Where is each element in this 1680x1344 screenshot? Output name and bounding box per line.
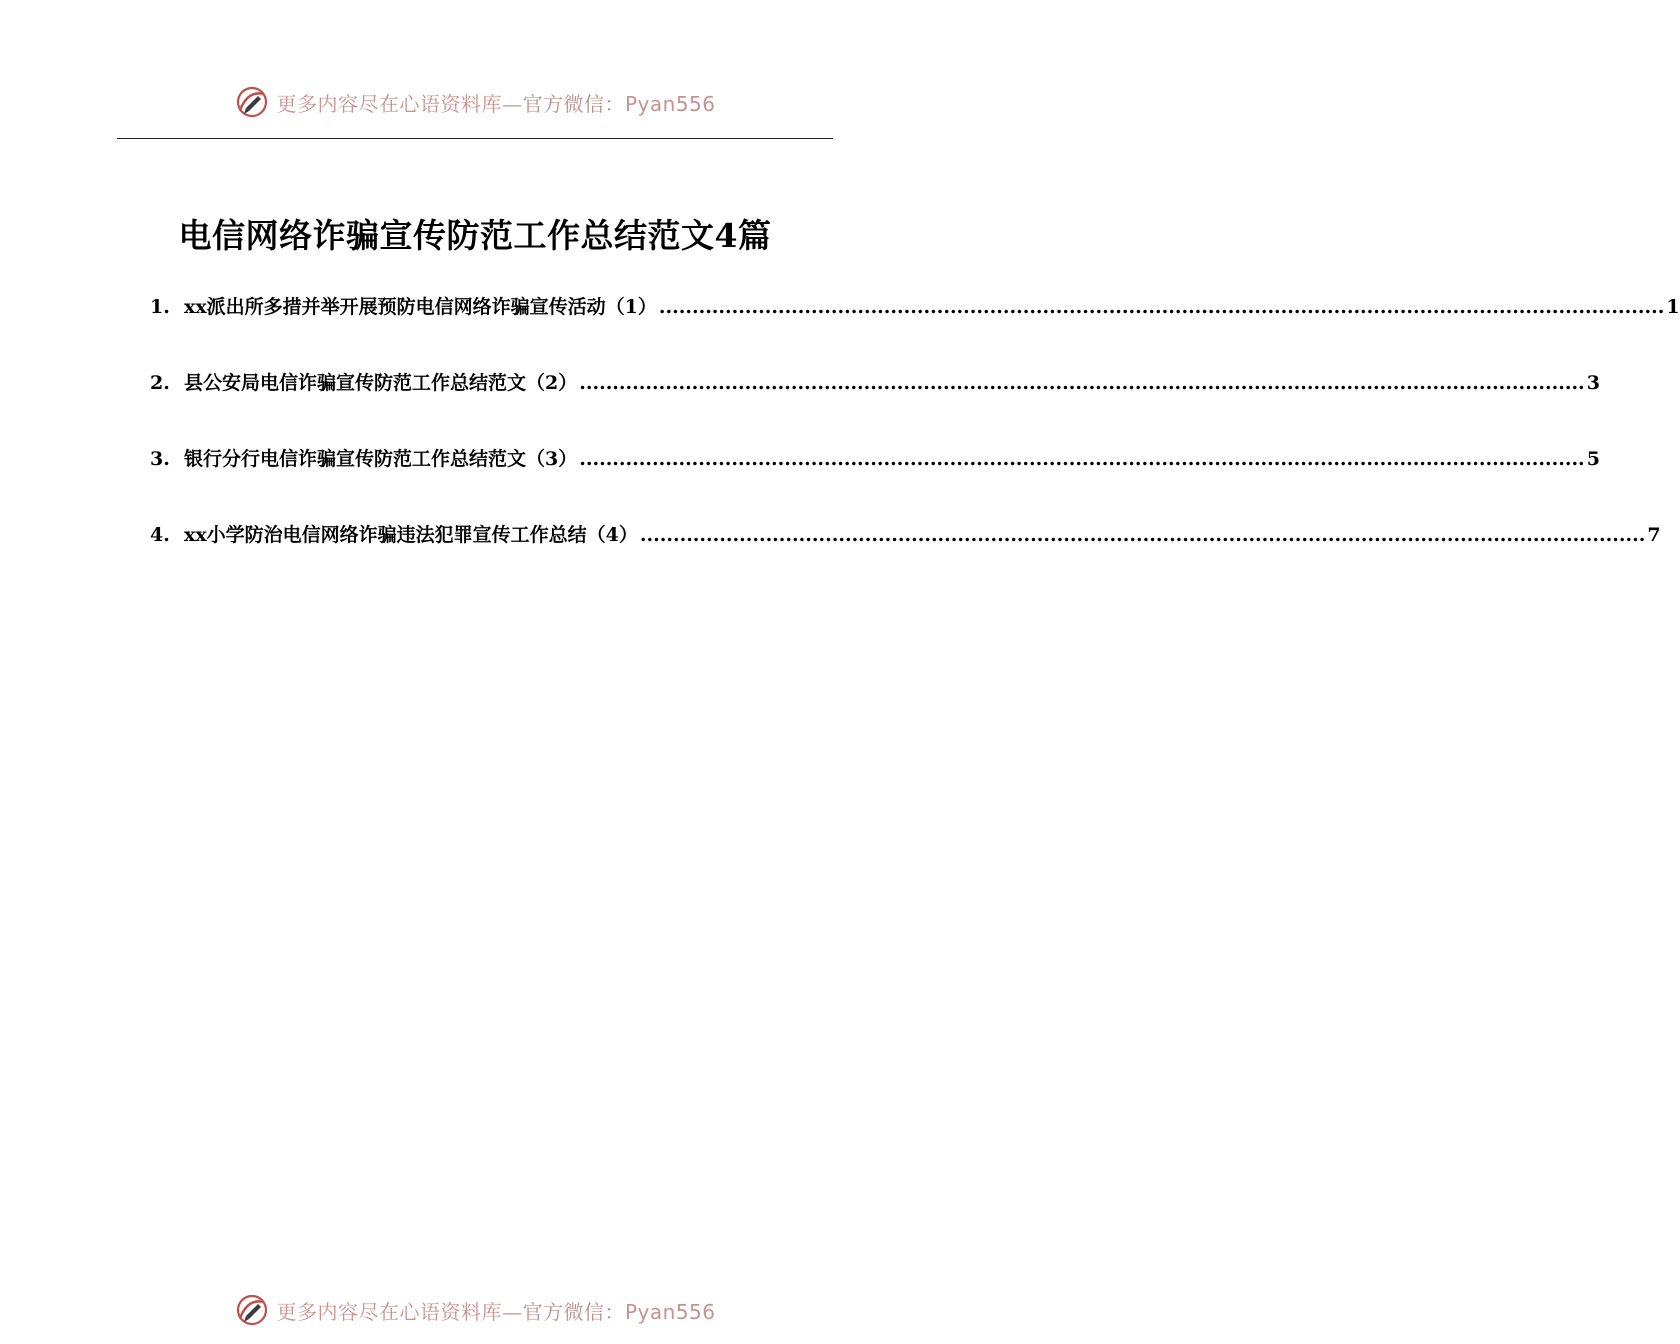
footer-watermark-banner [0, 1290, 950, 1330]
toc-entry-title: xx小学防治电信网络诈骗违法犯罪宣传工作总结（4） [184, 524, 638, 546]
header-divider [117, 138, 833, 139]
document-title: 电信网络诈骗宣传防范工作总结范文4篇 [178, 216, 772, 255]
toc-entry-page: 5 [1586, 448, 1600, 470]
toc-entry-number: 4. [150, 524, 170, 546]
header-watermark-banner [0, 82, 950, 122]
toc-entry-page: 3 [1586, 372, 1600, 394]
banner-text [276, 1296, 715, 1325]
banner-wechat-handle: Pyan556 [624, 91, 716, 116]
toc-entry-number: 3. [150, 448, 170, 470]
pen-logo-icon [234, 84, 270, 120]
toc-entry-page: 1 [1666, 296, 1680, 318]
banner-site-text: 更多内容尽在心语资料库— [276, 1299, 523, 1324]
toc-entry-number: 2. [150, 372, 170, 394]
banner-text [276, 88, 715, 117]
toc-entry[interactable] [150, 368, 1600, 406]
toc-entry-page: 7 [1647, 524, 1661, 546]
toc-entry[interactable] [150, 520, 1661, 558]
toc-entry-title: 县公安局电信诈骗宣传防范工作总结范文（2） [184, 372, 578, 394]
banner-site-text: 更多内容尽在心语资料库— [276, 91, 523, 116]
banner-wechat-label: 官方微信： [522, 91, 625, 116]
table-of-contents [150, 292, 1680, 596]
toc-entry[interactable] [150, 292, 1680, 330]
pen-logo-icon [234, 1292, 270, 1328]
toc-dot-leader [640, 524, 1645, 546]
banner-wechat-label: 官方微信： [522, 1299, 625, 1324]
toc-entry-number: 1. [150, 296, 170, 318]
toc-entry-title: xx派出所多措并举开展预防电信网络诈骗宣传活动（1） [184, 296, 657, 318]
toc-dot-leader [579, 448, 1584, 470]
toc-dot-leader [579, 372, 1584, 394]
banner-wechat-handle: Pyan556 [624, 1299, 716, 1324]
toc-entry-title: 银行分行电信诈骗宣传防范工作总结范文（3） [184, 448, 578, 470]
toc-dot-leader [659, 296, 1664, 318]
toc-entry[interactable] [150, 444, 1600, 482]
